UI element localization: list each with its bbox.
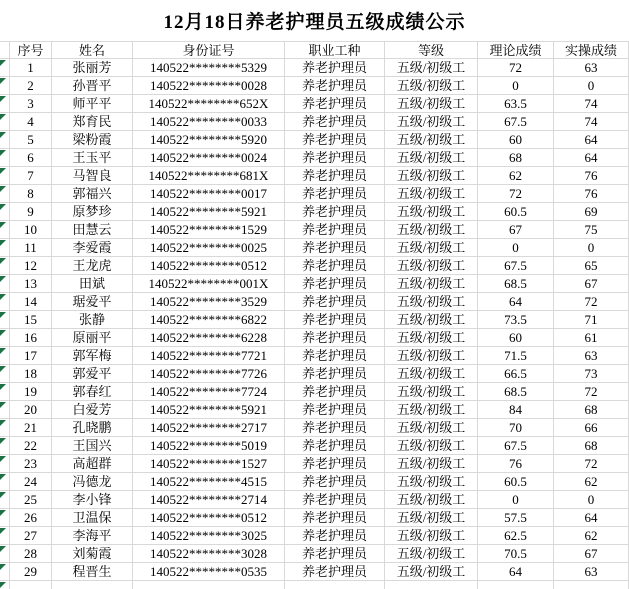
cell-index[interactable]: 14 [10, 293, 52, 311]
cell-practical[interactable]: 67 [554, 275, 629, 293]
cell-name[interactable]: 李小锋 [52, 491, 133, 509]
cell-id[interactable]: 140522********5921 [133, 401, 285, 419]
error-indicator-icon [0, 78, 6, 84]
col-header-name[interactable]: 姓名 [52, 41, 133, 59]
cell-job[interactable]: 养老护理员 [285, 563, 385, 581]
cell-practical[interactable]: 63 [554, 59, 629, 77]
cell-job[interactable]: 养老护理员 [285, 491, 385, 509]
cell-job[interactable]: 养老护理员 [285, 347, 385, 365]
cell-index[interactable]: 19 [10, 383, 52, 401]
cell-index[interactable]: 20 [10, 401, 52, 419]
cell-index[interactable]: 2 [10, 77, 52, 95]
cell-theory[interactable]: 84 [478, 401, 554, 419]
cell-name[interactable]: 田慧云 [52, 221, 133, 239]
error-indicator-icon [0, 60, 6, 66]
col-header-level[interactable]: 等级 [385, 41, 478, 59]
cell-level[interactable]: 五级/初级工 [385, 59, 478, 77]
cell-practical[interactable]: 0 [554, 491, 629, 509]
cell-id[interactable]: 140522********0512 [133, 257, 285, 275]
cell-index[interactable]: 11 [10, 239, 52, 257]
row-marker-cell[interactable] [0, 455, 10, 473]
cell-name[interactable]: 王玉平 [52, 149, 133, 167]
cell-id[interactable]: 140522********7724 [133, 383, 285, 401]
cell-name[interactable]: 冯德龙 [52, 473, 133, 491]
cell-index[interactable]: 8 [10, 185, 52, 203]
cell-theory[interactable]: 62.5 [478, 527, 554, 545]
cell-name[interactable]: 郭军梅 [52, 347, 133, 365]
cell-index[interactable]: 21 [10, 419, 52, 437]
cell-index[interactable]: 25 [10, 491, 52, 509]
cell-index[interactable]: 27 [10, 527, 52, 545]
title-cell[interactable] [0, 0, 629, 41]
cell-theory[interactable]: 67 [478, 221, 554, 239]
cell-theory[interactable]: 67.5 [478, 437, 554, 455]
cell-id[interactable]: 140522********2714 [133, 491, 285, 509]
cell-practical[interactable]: 67 [554, 545, 629, 563]
row-marker-cell[interactable] [0, 59, 10, 77]
cell-theory[interactable]: 68.5 [478, 383, 554, 401]
cell-job[interactable]: 养老护理员 [285, 419, 385, 437]
cell-job[interactable]: 养老护理员 [285, 239, 385, 257]
cell-theory[interactable]: 73.5 [478, 311, 554, 329]
cell-name[interactable]: 高超群 [52, 455, 133, 473]
cell-practical[interactable]: 64 [554, 509, 629, 527]
cell-level[interactable]: 五级/初级工 [385, 545, 478, 563]
cell-index[interactable]: 16 [10, 329, 52, 347]
cell-id[interactable]: 140522********652X [133, 95, 285, 113]
cell-theory[interactable] [478, 581, 554, 589]
row-marker-cell[interactable] [0, 365, 10, 383]
cell-practical[interactable]: 69 [554, 203, 629, 221]
cell-id[interactable]: 140522********3025 [133, 527, 285, 545]
cell-job[interactable]: 养老护理员 [285, 221, 385, 239]
cell-theory[interactable]: 66.5 [478, 365, 554, 383]
cell-job[interactable]: 养老护理员 [285, 77, 385, 95]
cell-job[interactable]: 养老护理员 [285, 455, 385, 473]
cell-theory[interactable]: 60.5 [478, 203, 554, 221]
cell-name[interactable]: 郑育民 [52, 113, 133, 131]
cell-name[interactable]: 李海平 [52, 527, 133, 545]
cell-practical[interactable]: 68 [554, 401, 629, 419]
cell-theory[interactable]: 57.5 [478, 509, 554, 527]
cell-name[interactable]: 原梦珍 [52, 203, 133, 221]
cell-index[interactable]: 28 [10, 545, 52, 563]
page-title: 12月18日养老护理员五级成绩公示 [163, 12, 466, 33]
cell-id[interactable]: 140522********0025 [133, 239, 285, 257]
cell-practical[interactable]: 0 [554, 239, 629, 257]
cell-index[interactable]: 10 [10, 221, 52, 239]
cell-index[interactable]: 5 [10, 131, 52, 149]
score-table [0, 41, 629, 589]
row-marker-cell[interactable] [0, 167, 10, 185]
cell-id[interactable]: 140522********0512 [133, 509, 285, 527]
cell-level[interactable]: 五级/初级工 [385, 185, 478, 203]
cell-id[interactable]: 140522********7726 [133, 365, 285, 383]
error-indicator-icon [0, 204, 6, 210]
cell-id[interactable]: 140522********7721 [133, 347, 285, 365]
cell-practical[interactable]: 63 [554, 563, 629, 581]
cell-level[interactable]: 五级/初级工 [385, 401, 478, 419]
cell-index[interactable]: 7 [10, 167, 52, 185]
cell-practical[interactable]: 63 [554, 347, 629, 365]
cell-theory[interactable]: 0 [478, 77, 554, 95]
cell-practical[interactable]: 76 [554, 167, 629, 185]
error-indicator-icon [0, 330, 6, 336]
cell-theory[interactable]: 62 [478, 167, 554, 185]
cell-index[interactable]: 6 [10, 149, 52, 167]
row-marker-cell[interactable] [0, 563, 10, 581]
row-marker-cell[interactable] [0, 185, 10, 203]
cell-index[interactable]: 13 [10, 275, 52, 293]
error-indicator-icon [0, 150, 6, 156]
cell-id[interactable]: 140522********0024 [133, 149, 285, 167]
cell-theory[interactable]: 72 [478, 185, 554, 203]
error-indicator-icon [0, 276, 6, 282]
cell-name[interactable]: 白爱芳 [52, 401, 133, 419]
cell-practical[interactable]: 72 [554, 455, 629, 473]
error-indicator-icon [0, 240, 6, 246]
error-indicator-icon [0, 348, 6, 354]
cell-index[interactable] [10, 581, 52, 589]
cell-job[interactable]: 养老护理员 [285, 311, 385, 329]
cell-id[interactable]: 140522********0017 [133, 185, 285, 203]
cell-theory[interactable]: 0 [478, 239, 554, 257]
cell-job[interactable]: 养老护理员 [285, 509, 385, 527]
cell-level[interactable]: 五级/初级工 [385, 473, 478, 491]
cell-theory[interactable]: 64 [478, 293, 554, 311]
cell-name[interactable]: 王国兴 [52, 437, 133, 455]
row-marker-cell[interactable] [0, 311, 10, 329]
cell-name[interactable]: 马智良 [52, 167, 133, 185]
cell-index[interactable]: 23 [10, 455, 52, 473]
error-indicator-icon [0, 582, 6, 588]
cell-theory[interactable]: 70 [478, 419, 554, 437]
cell-job[interactable]: 养老护理员 [285, 185, 385, 203]
error-indicator-icon [0, 564, 6, 570]
cell-practical[interactable]: 0 [554, 77, 629, 95]
error-indicator-icon [0, 438, 6, 444]
cell-level[interactable]: 五级/初级工 [385, 203, 478, 221]
col-header-job[interactable]: 职业工种 [285, 41, 385, 59]
cell-name[interactable]: 李爱霞 [52, 239, 133, 257]
row-marker-cell[interactable] [0, 581, 10, 589]
cell-practical[interactable]: 64 [554, 149, 629, 167]
cell-level[interactable]: 五级/初级工 [385, 509, 478, 527]
cell-job[interactable]: 养老护理员 [285, 383, 385, 401]
cell-name[interactable]: 田斌 [52, 275, 133, 293]
row-marker-cell[interactable] [0, 491, 10, 509]
cell-index[interactable]: 24 [10, 473, 52, 491]
cell-theory[interactable]: 68 [478, 149, 554, 167]
error-indicator-icon [0, 222, 6, 228]
cell-job[interactable] [285, 581, 385, 589]
cell-practical[interactable]: 73 [554, 365, 629, 383]
row-marker-cell[interactable] [0, 473, 10, 491]
cell-practical[interactable]: 64 [554, 131, 629, 149]
row-marker-cell[interactable] [0, 401, 10, 419]
cell-job[interactable]: 养老护理员 [285, 329, 385, 347]
cell-theory[interactable]: 67.5 [478, 257, 554, 275]
cell-practical[interactable]: 66 [554, 419, 629, 437]
cell-name[interactable]: 琚爱平 [52, 293, 133, 311]
error-indicator-icon [0, 294, 6, 300]
cell-practical[interactable]: 76 [554, 185, 629, 203]
cell-job[interactable]: 养老护理员 [285, 527, 385, 545]
cell-practical[interactable]: 62 [554, 527, 629, 545]
row-marker-cell[interactable] [0, 203, 10, 221]
row-marker-cell[interactable] [0, 239, 10, 257]
cell-level[interactable] [385, 581, 478, 589]
cell-name[interactable]: 郭爱平 [52, 365, 133, 383]
row-marker-cell[interactable] [0, 257, 10, 275]
cell-id[interactable]: 140522********4515 [133, 473, 285, 491]
cell-index[interactable]: 18 [10, 365, 52, 383]
error-indicator-icon [0, 258, 6, 264]
cell-level[interactable]: 五级/初级工 [385, 455, 478, 473]
cell-index[interactable]: 9 [10, 203, 52, 221]
cell-id[interactable]: 140522********681X [133, 167, 285, 185]
cell-job[interactable]: 养老护理员 [285, 95, 385, 113]
cell-index[interactable]: 3 [10, 95, 52, 113]
cell-name[interactable]: 郭福兴 [52, 185, 133, 203]
cell-level[interactable]: 五级/初级工 [385, 347, 478, 365]
cell-job[interactable]: 养老护理员 [285, 275, 385, 293]
error-indicator-icon [0, 420, 6, 426]
cell-index[interactable]: 4 [10, 113, 52, 131]
cell-theory[interactable]: 60 [478, 131, 554, 149]
cell-index[interactable]: 17 [10, 347, 52, 365]
col-header-id[interactable]: 身份证号 [133, 41, 285, 59]
cell-index[interactable]: 29 [10, 563, 52, 581]
error-indicator-icon [0, 546, 6, 552]
cell-name[interactable]: 孙晋平 [52, 77, 133, 95]
cell-theory[interactable]: 71.5 [478, 347, 554, 365]
cell-level[interactable]: 五级/初级工 [385, 491, 478, 509]
cell-level[interactable]: 五级/初级工 [385, 221, 478, 239]
cell-job[interactable]: 养老护理员 [285, 545, 385, 563]
cell-level[interactable]: 五级/初级工 [385, 131, 478, 149]
cell-job[interactable]: 养老护理员 [285, 149, 385, 167]
cell-theory[interactable]: 0 [478, 491, 554, 509]
error-indicator-icon [0, 492, 6, 498]
cell-practical[interactable] [554, 581, 629, 589]
cell-name[interactable] [52, 581, 133, 589]
cell-id[interactable]: 140522********3529 [133, 293, 285, 311]
cell-id[interactable]: 140522********0028 [133, 77, 285, 95]
cell-theory[interactable]: 67.5 [478, 113, 554, 131]
cell-practical[interactable]: 72 [554, 293, 629, 311]
cell-level[interactable]: 五级/初级工 [385, 329, 478, 347]
cell-level[interactable]: 五级/初级工 [385, 95, 478, 113]
cell-level[interactable]: 五级/初级工 [385, 275, 478, 293]
cell-job[interactable]: 养老护理员 [285, 167, 385, 185]
cell-job[interactable]: 养老护理员 [285, 437, 385, 455]
cell-job[interactable]: 养老护理员 [285, 257, 385, 275]
cell-theory[interactable]: 70.5 [478, 545, 554, 563]
cell-name[interactable]: 程晋生 [52, 563, 133, 581]
cell-id[interactable]: 140522********5920 [133, 131, 285, 149]
cell-theory[interactable]: 72 [478, 59, 554, 77]
row-marker-cell[interactable] [0, 545, 10, 563]
cell-job[interactable]: 养老护理员 [285, 293, 385, 311]
cell-level[interactable]: 五级/初级工 [385, 239, 478, 257]
cell-name[interactable]: 梁粉霞 [52, 131, 133, 149]
cell-level[interactable]: 五级/初级工 [385, 365, 478, 383]
row-marker-cell[interactable] [0, 275, 10, 293]
cell-practical[interactable]: 72 [554, 383, 629, 401]
cell-job[interactable]: 养老护理员 [285, 113, 385, 131]
cell-name[interactable]: 师平平 [52, 95, 133, 113]
cell-name[interactable]: 孔晓鹏 [52, 419, 133, 437]
cell-name[interactable]: 张丽芳 [52, 59, 133, 77]
cell-level[interactable]: 五级/初级工 [385, 167, 478, 185]
cell-theory[interactable]: 63.5 [478, 95, 554, 113]
cell-job[interactable]: 养老护理员 [285, 59, 385, 77]
row-marker-cell[interactable] [0, 329, 10, 347]
cell-id[interactable]: 140522********1527 [133, 455, 285, 473]
error-indicator-icon [0, 456, 6, 462]
row-marker-cell[interactable] [0, 293, 10, 311]
col-header-theory[interactable]: 理论成绩 [478, 41, 554, 59]
cell-practical[interactable]: 61 [554, 329, 629, 347]
cell-index[interactable]: 1 [10, 59, 52, 77]
cell-practical[interactable]: 71 [554, 311, 629, 329]
cell-theory[interactable]: 64 [478, 563, 554, 581]
error-indicator-icon [0, 114, 6, 120]
cell-level[interactable]: 五级/初级工 [385, 437, 478, 455]
row-marker-cell[interactable] [0, 419, 10, 437]
row-marker-cell[interactable] [0, 527, 10, 545]
cell-id[interactable]: 140522********3028 [133, 545, 285, 563]
cell-level[interactable]: 五级/初级工 [385, 563, 478, 581]
cell-job[interactable]: 养老护理员 [285, 365, 385, 383]
cell-theory[interactable]: 76 [478, 455, 554, 473]
cell-level[interactable]: 五级/初级工 [385, 113, 478, 131]
cell-practical[interactable]: 62 [554, 473, 629, 491]
cell-theory[interactable]: 68.5 [478, 275, 554, 293]
cell-level[interactable]: 五级/初级工 [385, 257, 478, 275]
cell-level[interactable]: 五级/初级工 [385, 293, 478, 311]
row-marker-cell[interactable] [0, 149, 10, 167]
col-header-index[interactable]: 序号 [10, 41, 52, 59]
cell-job[interactable]: 养老护理员 [285, 203, 385, 221]
row-marker-cell[interactable] [0, 113, 10, 131]
corner-header-cell[interactable] [0, 41, 10, 59]
cell-id[interactable]: 140522********0535 [133, 563, 285, 581]
error-indicator-icon [0, 168, 6, 174]
cell-name[interactable]: 原丽平 [52, 329, 133, 347]
cell-index[interactable]: 26 [10, 509, 52, 527]
cell-name[interactable]: 王龙虎 [52, 257, 133, 275]
cell-level[interactable]: 五级/初级工 [385, 383, 478, 401]
cell-practical[interactable]: 74 [554, 113, 629, 131]
cell-job[interactable]: 养老护理员 [285, 401, 385, 419]
cell-practical[interactable]: 68 [554, 437, 629, 455]
row-marker-cell[interactable] [0, 77, 10, 95]
cell-id[interactable] [133, 581, 285, 589]
cell-index[interactable]: 22 [10, 437, 52, 455]
cell-theory[interactable]: 60 [478, 329, 554, 347]
cell-name[interactable]: 卫温保 [52, 509, 133, 527]
error-indicator-icon [0, 474, 6, 480]
row-marker-cell[interactable] [0, 95, 10, 113]
error-indicator-icon [0, 384, 6, 390]
cell-level[interactable]: 五级/初级工 [385, 149, 478, 167]
cell-name[interactable]: 刘菊霞 [52, 545, 133, 563]
cell-id[interactable]: 140522********5329 [133, 59, 285, 77]
cell-id[interactable]: 140522********1529 [133, 221, 285, 239]
cell-theory[interactable]: 60.5 [478, 473, 554, 491]
cell-level[interactable]: 五级/初级工 [385, 419, 478, 437]
cell-id[interactable]: 140522********6822 [133, 311, 285, 329]
cell-index[interactable]: 12 [10, 257, 52, 275]
cell-job[interactable]: 养老护理员 [285, 131, 385, 149]
row-marker-cell[interactable] [0, 509, 10, 527]
row-marker-cell[interactable] [0, 131, 10, 149]
error-indicator-icon [0, 528, 6, 534]
cell-id[interactable]: 140522********2717 [133, 419, 285, 437]
cell-practical[interactable]: 65 [554, 257, 629, 275]
error-indicator-icon [0, 132, 6, 138]
error-indicator-icon [0, 510, 6, 516]
cell-level[interactable]: 五级/初级工 [385, 527, 478, 545]
error-indicator-icon [0, 366, 6, 372]
cell-job[interactable]: 养老护理员 [285, 473, 385, 491]
error-indicator-icon [0, 96, 6, 102]
cell-id[interactable]: 140522********0033 [133, 113, 285, 131]
cell-id[interactable]: 140522********5019 [133, 437, 285, 455]
cell-id[interactable]: 140522********001X [133, 275, 285, 293]
error-indicator-icon [0, 402, 6, 408]
error-indicator-icon [0, 186, 6, 192]
cell-id[interactable]: 140522********6228 [133, 329, 285, 347]
cell-practical[interactable]: 75 [554, 221, 629, 239]
col-header-practical[interactable]: 实操成绩 [554, 41, 629, 59]
cell-level[interactable]: 五级/初级工 [385, 311, 478, 329]
error-indicator-icon [0, 312, 6, 318]
cell-name[interactable]: 郭春红 [52, 383, 133, 401]
cell-practical[interactable]: 74 [554, 95, 629, 113]
cell-index[interactable]: 15 [10, 311, 52, 329]
cell-name[interactable]: 张静 [52, 311, 133, 329]
row-marker-cell[interactable] [0, 437, 10, 455]
row-marker-cell[interactable] [0, 347, 10, 365]
row-marker-cell[interactable] [0, 383, 10, 401]
cell-id[interactable]: 140522********5921 [133, 203, 285, 221]
row-marker-cell[interactable] [0, 221, 10, 239]
cell-level[interactable]: 五级/初级工 [385, 77, 478, 95]
